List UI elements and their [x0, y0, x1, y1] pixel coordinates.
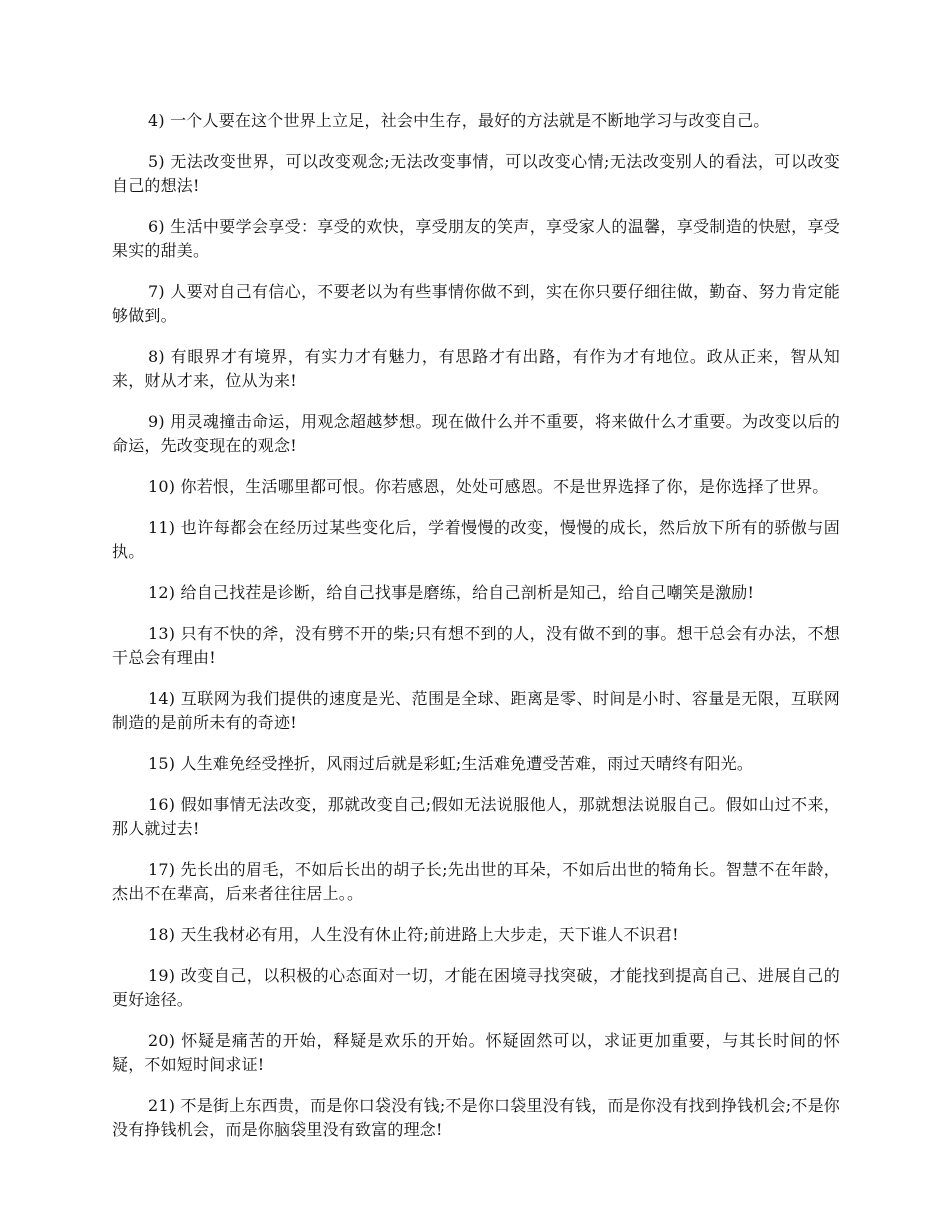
- paragraph-13: 13) 只有不快的斧，没有劈不开的柴;只有想不到的人，没有做不到的事。想干总会有办法，不想干总会有理由!: [112, 624, 840, 667]
- paragraph-6: 6) 生活中要学会享受：享受的欢快，享受朋友的笑声，享受家人的温馨，享受制造的快慰，享受果实的甜美。: [112, 217, 840, 260]
- paragraph-9: 9) 用灵魂撞击命运，用观念超越梦想。现在做什么并不重要，将来做什么才重要。为改变以后的命运，先改变现在的观念!: [112, 412, 840, 455]
- paragraph-5: 5) 无法改变世界，可以改变观念;无法改变事情，可以改变心情;无法改变别人的看法，可以改变自己的想法!: [112, 152, 840, 195]
- paragraph-14: 14) 互联网为我们提供的速度是光、范围是全球、距离是零、时间是小时、容量是无限，互联网制造的是前所未有的奇迹!: [112, 689, 840, 732]
- paragraph-7: 7) 人要对自己有信心，不要老以为有些事情你做不到，实在你只要仔细往做，勤奋、努力肯定能够做到。: [112, 282, 840, 325]
- paragraph-11: 11) 也许每都会在经历过某些变化后，学着慢慢的改变，慢慢的成长，然后放下所有的骄傲与固执。: [112, 518, 840, 561]
- paragraph-4: 4) 一个人要在这个世界上立足，社会中生存，最好的方法就是不断地学习与改变自己。: [148, 111, 770, 130]
- paragraph-15: 15) 人生难免经受挫折，风雨过后就是彩虹;生活难免遭受苦难，雨过天晴终有阳光。: [148, 754, 754, 773]
- paragraph-18: 18) 天生我材必有用，人生没有休止符;前进路上大步走，天下谁人不识君!: [148, 925, 679, 944]
- document-body: [112, 109, 840, 1159]
- paragraph-17: 17) 先长出的眉毛，不如后长出的胡子长;先出世的耳朵，不如后出世的犄角长。智慧不在年龄，杰出不在辈高，后来者往往居上。。: [112, 860, 840, 903]
- paragraph-19: 19) 改变自己，以积极的心态面对一切，才能在困境寻找突破，才能找到提高自己、进展自己的更好途径。: [112, 966, 840, 1009]
- paragraph-16: 16) 假如事情无法改变，那就改变自己;假如无法说服他人，那就想法说服自己。假如山过不来，那人就过去!: [112, 795, 840, 838]
- paragraph-20: 20) 怀疑是痛苦的开始，释疑是欢乐的开始。怀疑固然可以，求证更加重要，与其长时间的怀疑，不如短时间求证!: [112, 1031, 840, 1074]
- paragraph-10: 10) 你若恨，生活哪里都可恨。你若感恩，处处可感恩。不是世界选择了你，是你选择了世界。: [148, 477, 829, 496]
- paragraph-21: 21) 不是街上东西贵，而是你口袋没有钱;不是你口袋里没有钱，而是你没有找到挣钱机会;不是你没有挣钱机会，而是你脑袋里没有致富的理念!: [112, 1096, 840, 1139]
- paragraph-12: 12) 给自己找茬是诊断，给自己找事是磨练，给自己剖析是知己，给自己嘲笑是激励!: [148, 583, 755, 602]
- paragraph-8: 8) 有眼界才有境界，有实力才有魅力，有思路才有出路，有作为才有地位。政从正来，智从知来，财从才来，位从为来!: [112, 347, 840, 390]
